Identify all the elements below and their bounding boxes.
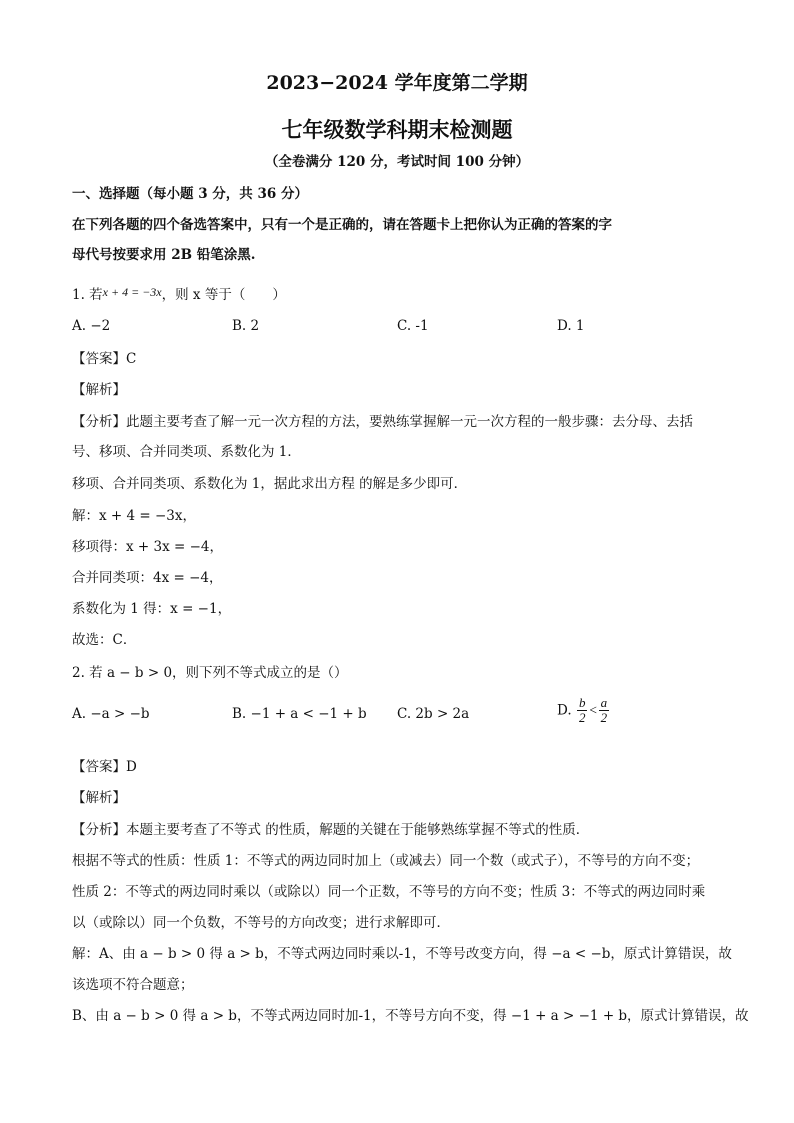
q1-step2: 移项得：x + 3x = −4， xyxy=(72,539,224,555)
section-heading: 一、选择题（每小题 3 分，共 36 分） xyxy=(72,186,308,202)
q2-option-d-num-left: b xyxy=(578,695,586,710)
q2-option-c: C. 2b > 2a xyxy=(397,706,470,722)
q2-option-d-den-right: 2 xyxy=(600,710,608,725)
q2-solution-line2: 该选项不符合题意； xyxy=(72,977,194,993)
q2-option-d-fraction-left xyxy=(577,696,588,725)
q1-answer: 【答案】C xyxy=(72,351,137,367)
q2-analysis-line3: 性质 2：不等式的两边同时乘以（或除以）同一个正数，不等号的方向不变；性质 3：不等式的两边同时乘 xyxy=(72,884,706,900)
q1-step1: 解：x + 4 = −3x， xyxy=(72,508,197,524)
q1-analysis-tag: 【解析】 xyxy=(72,382,126,398)
q1-step3: 合并同类项：4x = −4， xyxy=(72,570,223,586)
q1-analysis-line3: 移项、合并同类项、系数化为 1，据此求出方程 的解是多少即可． xyxy=(72,476,468,492)
q2-option-b: B. −1 + a < −1 + b xyxy=(232,706,367,722)
q1-stem-prefix: 1. 若 xyxy=(72,287,103,303)
q1-stem-suffix: ，则 x 等于（ ） xyxy=(161,287,286,303)
q2-option-d-fraction-right xyxy=(599,696,610,725)
q1-stem-math: x + 4 = −3x xyxy=(102,285,162,299)
q1-analysis-line1: 【分析】此题主要考查了解一元一次方程的方法，要熟练掌握解一元一次方程的一般步骤：去分母、去括 xyxy=(72,414,693,430)
q2-stem: 2. 若 a − b > 0，则下列不等式成立的是（） xyxy=(72,665,348,681)
exam-note: （全卷满分 120 分，考试时间 100 分钟） xyxy=(264,154,530,170)
q2-option-d-label: D. xyxy=(557,702,572,719)
q1-step5: 故选：C． xyxy=(72,632,137,648)
q2-option-d-relation: < xyxy=(588,702,598,718)
q1-analysis-line2: 号、移项、合并同类项、系数化为 1． xyxy=(72,444,301,460)
q1-option-b: B. 2 xyxy=(232,318,260,334)
q2-solution-line1: 解：A、由 a − b > 0 得 a > b，不等式两边同时乘以-1，不等号改变方向，得 −a < −b，原式计算错误，故 xyxy=(72,946,732,962)
q2-solution-line3: B、由 a − b > 0 得 a > b，不等式两边同时加-1，不等号方向不变，得 −1 + a > −1 + b，原式计算错误，故 xyxy=(72,1008,749,1024)
q2-analysis-tag: 【解析】 xyxy=(72,790,126,806)
q2-analysis-line4: 以（或除以）同一个负数，不等号的方向改变；进行求解即可． xyxy=(72,915,450,931)
q2-option-d-num-right: a xyxy=(600,695,608,710)
q2-option-d xyxy=(557,696,610,725)
section-instruction-line1: 在下列各题的四个备选答案中，只有一个是正确的，请在答题卡上把你认为正确的答案的字 xyxy=(72,217,612,233)
q2-analysis-line1: 【分析】本题主要考查了不等式 的性质，解题的关键在于能够熟练掌握不等式的性质． xyxy=(72,822,590,838)
q2-analysis-line2: 根据不等式的性质：性质 1：不等式的两边同时加上（或减去）同一个数（或式子），不等号的方向不变； xyxy=(72,853,700,869)
q2-answer: 【答案】D xyxy=(72,759,137,775)
exam-subject-title: 七年级数学科期末检测题 xyxy=(281,117,513,142)
q1-option-d: D. 1 xyxy=(557,318,585,334)
q2-option-d-den-left: 2 xyxy=(578,710,586,725)
exam-year-title: 2023−2024 学年度第二学期 xyxy=(266,72,528,94)
q1-stem xyxy=(72,283,286,303)
q2-option-a: A. −a > −b xyxy=(72,706,150,722)
q1-option-a: A. −2 xyxy=(72,318,111,334)
section-instruction-line2: 母代号按要求用 2B 铅笔涂黑. xyxy=(72,247,256,263)
q1-option-c: C. -1 xyxy=(397,318,429,334)
q1-step4: 系数化为 1 得：x = −1， xyxy=(72,601,232,617)
